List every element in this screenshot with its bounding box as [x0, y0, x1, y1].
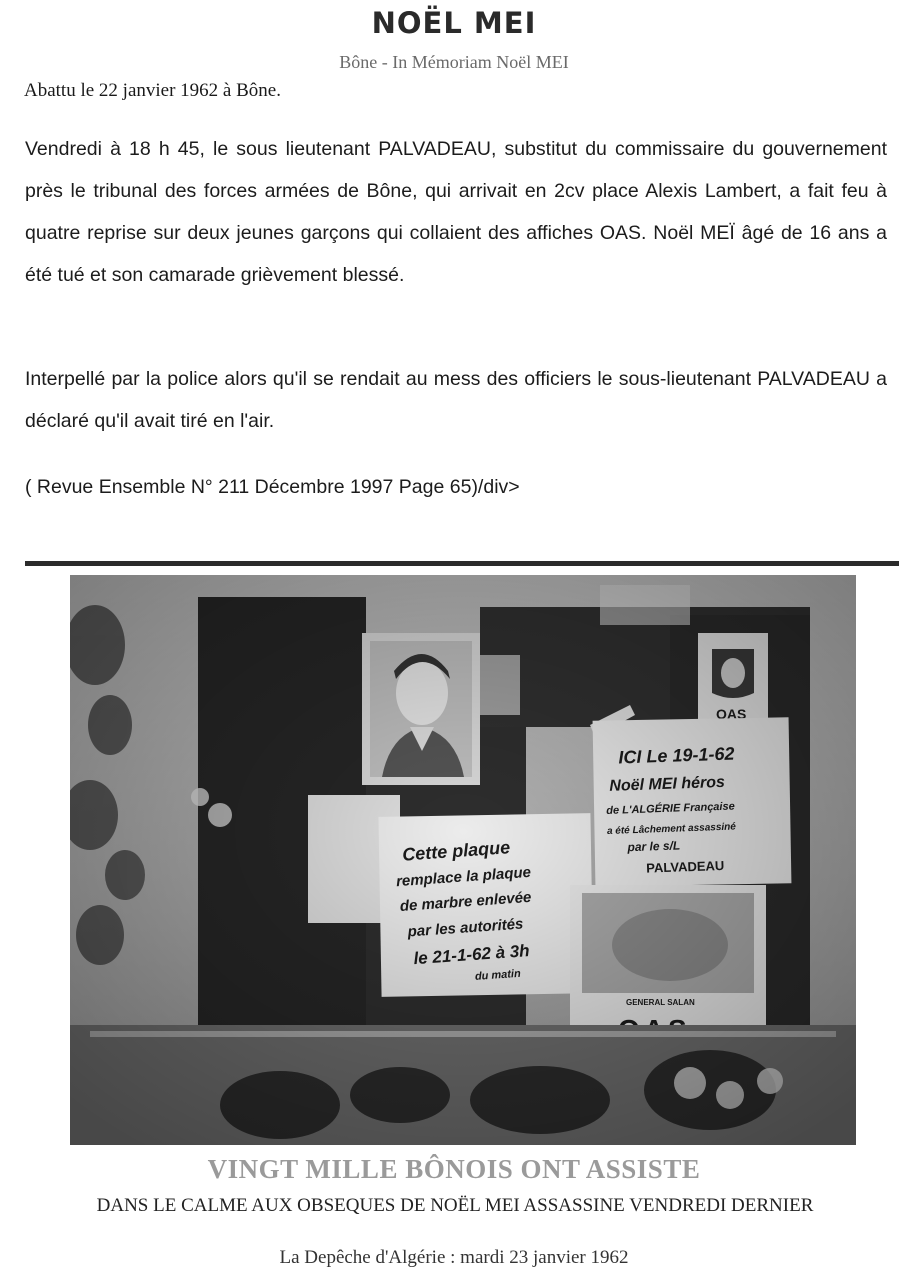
- caption-source: La Depêche d'Algérie : mardi 23 janvier 1962: [279, 1247, 629, 1268]
- caption-subline: DANS LE CALME AUX OBSEQUES DE NOËL MEI ASSASSINE VENDREDI DERNIER: [96, 1195, 814, 1216]
- page-subtitle: Bône - In Mémoriam Noël MEI: [339, 52, 569, 72]
- article-source: ( Revue Ensemble N° 211 Décembre 1997 Page 65)/div>: [25, 476, 520, 498]
- intro-line: Abattu le 22 janvier 1962 à Bône.: [24, 80, 281, 101]
- memorial-photo-graphic: [70, 575, 856, 1145]
- section-divider: [25, 561, 899, 566]
- memorial-photo: [70, 575, 856, 1145]
- caption-headline: VINGT MILLE BÔNOIS ONT ASSISTE: [207, 1154, 701, 1184]
- article-paragraph-2: Interpellé par la police alors qu'il se rendait au mess des officiers le sous-lieutenant PALVADEAU a déclaré qu'il avait tiré en l'air.: [25, 368, 887, 432]
- page-title: NOËL MEI: [371, 6, 537, 40]
- article-paragraph-1: Vendredi à 18 h 45, le sous lieutenant PALVADEAU, substitut du commissaire du gouvernement près le tribunal des forces armées de Bône, qui arrivait en 2cv place Alexis Lambert, a fait feu à quatre reprise sur deux jeunes garçons qui collaient des affiches OAS. Noël MEÏ âgé de 16 ans a été tué et son camarade grièvement blessé.: [25, 138, 887, 286]
